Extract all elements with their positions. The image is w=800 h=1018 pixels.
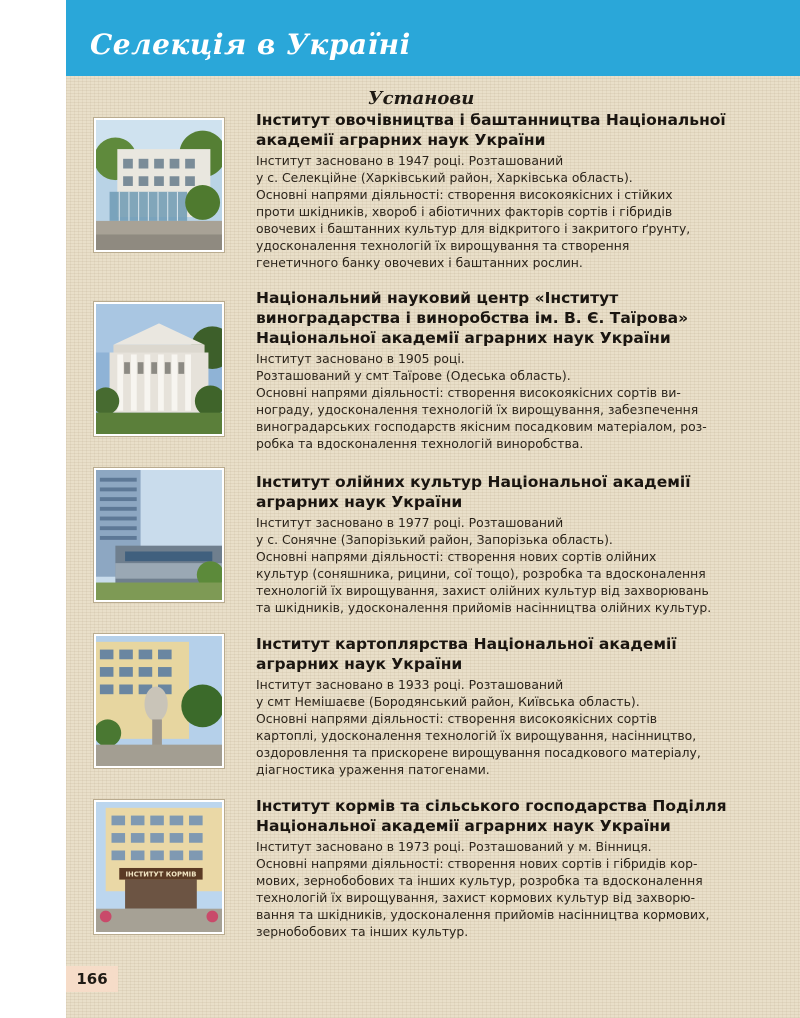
- description-line: Основні напрями діяльності: створення нових сортів і гібридів кор-: [256, 856, 698, 871]
- description-line: Розташований у смт Таїрове (Одеська область).: [256, 368, 571, 383]
- description-line: у с. Сонячне (Запорізький район, Запорізька область).: [256, 532, 613, 547]
- institute-description: [256, 514, 734, 616]
- description-line: робка та вдосконалення технологій виноробства.: [256, 436, 584, 451]
- institute-entry: [256, 288, 734, 452]
- description-line: проти шкідників, хвороб і абіотичних факторів сортів і гібридів: [256, 204, 673, 219]
- photo-institute-potato: [94, 634, 224, 768]
- description-line: Інститут засновано в 1947 році. Розташований: [256, 153, 564, 168]
- description-line: удосконалення технологій їх вирощування та створення: [256, 238, 630, 253]
- photo-institute-oil-crops: [94, 468, 224, 602]
- photo-institute-viticulture: [94, 302, 224, 436]
- description-line: Інститут засновано в 1933 році. Розташований: [256, 677, 564, 692]
- description-line: Інститут засновано в 1905 році.: [256, 351, 465, 366]
- description-line: виноградарських господарств якісним посадковим матеріалом, роз-: [256, 419, 707, 434]
- description-line: мових, зернобобових та інших культур, розробка та вдосконалення: [256, 873, 703, 888]
- description-line: Основні напрями діяльності: створення нових сортів олійних: [256, 549, 657, 564]
- description-line: та шкідників, удосконалення прийомів насінництва олійних культур.: [256, 600, 712, 615]
- description-line: Інститут засновано в 1977 році. Розташований: [256, 515, 564, 530]
- institute-entry: [256, 796, 734, 940]
- institute-description: [256, 838, 734, 940]
- institute-description: [256, 350, 734, 452]
- institute-name: Інститут картоплярства Національної академії аграрних наук України: [256, 635, 677, 673]
- description-line: зернобобових та інших культур.: [256, 924, 469, 939]
- institute-description: [256, 676, 734, 778]
- institute-description: [256, 152, 734, 271]
- institute-entry: [256, 472, 734, 616]
- description-line: технологій їх вирощування, захист олійних культур від захворювань: [256, 583, 709, 598]
- description-line: діагностика ураження патогенами.: [256, 762, 490, 777]
- description-line: у с. Селекційне (Харківський район, Харківська область).: [256, 170, 633, 185]
- institute-name: Інститут олійних культур Національної академії аграрних наук України: [256, 473, 691, 511]
- institute-entry: [256, 110, 734, 271]
- description-line: культур (соняшника, рицини, сої тощо), розробка та вдосконалення: [256, 566, 706, 581]
- description-line: оздоровлення та прискорене вирощування посадкового матеріалу,: [256, 745, 701, 760]
- description-line: овочевих і баштанних культур для відкритого і закритого ґрунту,: [256, 221, 691, 236]
- photo-institute-vegetables: [94, 118, 224, 252]
- description-line: Інститут засновано в 1973 році. Розташований у м. Вінниця.: [256, 839, 652, 854]
- chapter-header: [66, 0, 800, 76]
- section-title: Установи: [368, 88, 475, 109]
- description-line: Основні напрями діяльності: створення високоякісних сортів ви-: [256, 385, 681, 400]
- photo-institute-feed: [94, 800, 224, 934]
- description-line: нограду, удосконалення технологій їх вирощування, забезпечення: [256, 402, 699, 417]
- page-number: 166: [66, 966, 118, 992]
- description-line: Основні напрями діяльності: створення високоякісних сортів: [256, 711, 658, 726]
- description-line: у смт Немішаєве (Бородянський район, Київська область).: [256, 694, 640, 709]
- description-line: Основні напрями діяльності: створення високоякісних і стійких: [256, 187, 673, 202]
- institute-name: Національний науковий центр «Інститут виноградарства і виноробства ім. В. Є. Таїрова» Національної академії аграрних наук України: [256, 289, 689, 347]
- description-line: технологій їх вирощування, захист кормових культур від захворю-: [256, 890, 696, 905]
- institute-entry: [256, 634, 734, 778]
- institute-name: Інститут овочівництва і баштанництва Національної академії аграрних наук України: [256, 111, 726, 149]
- description-line: вання та шкідників, удосконалення прийомів насінництва кормових,: [256, 907, 710, 922]
- description-line: генетичного банку овочевих і баштанних рослин.: [256, 255, 583, 270]
- description-line: картоплі, удосконалення технологій їх вирощування, насінництво,: [256, 728, 697, 743]
- photo-sign-text: ІНСТИТУТ КОРМІВ: [125, 870, 197, 879]
- chapter-title: Селекція в Україні: [90, 28, 411, 61]
- institute-name: Інститут кормів та сільського господарства Поділля Національної академії аграрних наук України: [256, 797, 727, 835]
